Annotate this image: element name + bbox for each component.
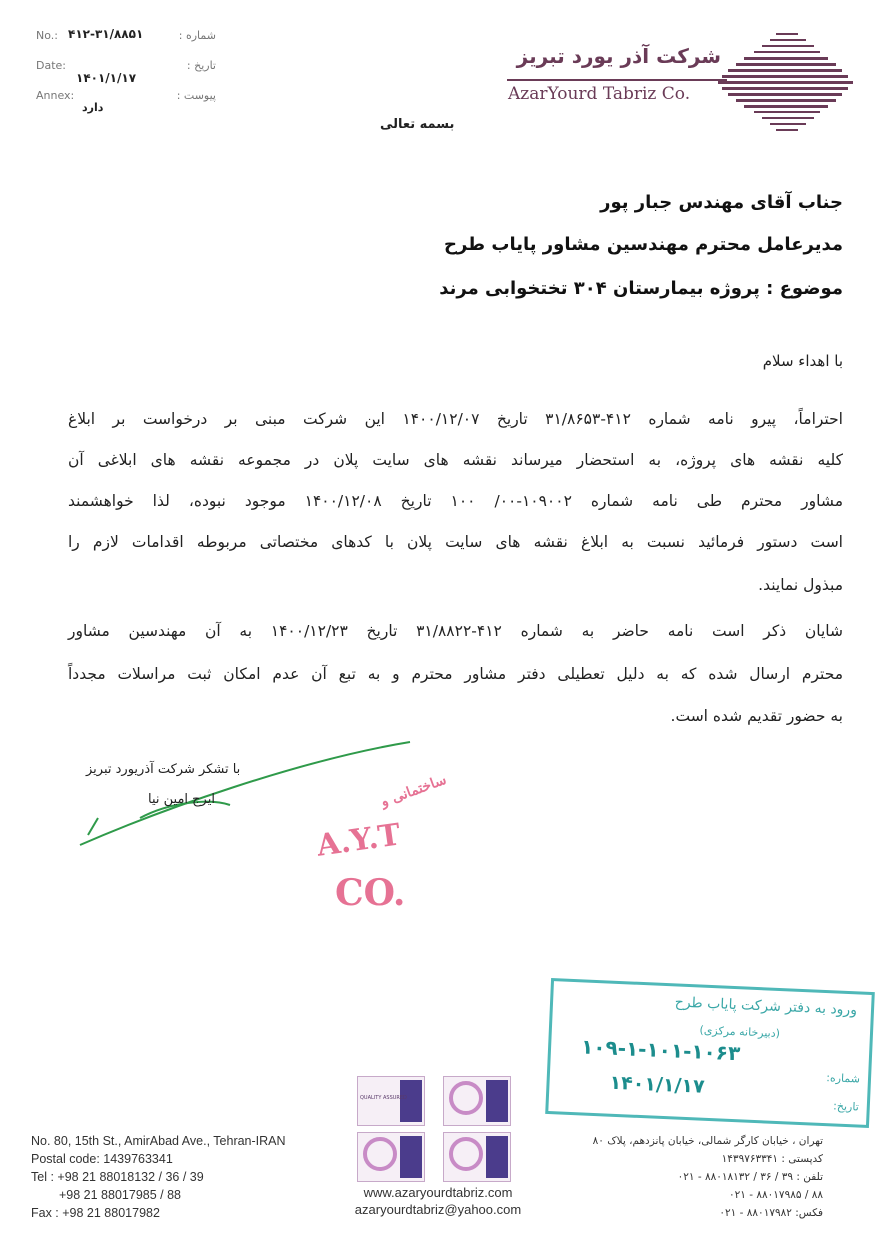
stamp-subtitle: (دبیرخانه مرکزی) — [699, 1023, 781, 1041]
stamp-number-label: شماره: — [826, 1071, 861, 1086]
svg-text:CO.: CO. — [335, 872, 406, 914]
letterhead-rule — [507, 79, 727, 81]
footer-address-fa — [593, 1132, 823, 1222]
tel-fa-2: ۸۸ / ۸۸۰۱۷۹۸۵ - ۰۲۱ — [728, 1189, 823, 1201]
quality-badge-icon — [357, 1076, 425, 1126]
stamp-date: ۱۴۰۱/۱/۱۷ — [609, 1071, 706, 1098]
letter-annex-row — [36, 88, 216, 118]
footer-contact-web — [340, 1184, 536, 1218]
quality-certificates — [343, 1070, 491, 1188]
subject: موضوع : پروژه بیمارستان ۳۰۴ تختخوابی مرند — [439, 278, 843, 299]
body-line: کلیه نقشه های پروژه، به استحضار میرساند نقشه های سایت پلان در مجموعه نقشه های ابلاغی آن — [68, 451, 843, 469]
tel-en-2: +98 21 88017985 / 88 — [59, 1188, 181, 1202]
fax-en: Fax : +98 21 88017982 — [31, 1206, 160, 1220]
invocation: بسمه تعالی — [380, 117, 455, 132]
website-link[interactable]: www.azaryourdtabriz.com — [363, 1185, 513, 1200]
date-label-fa: تاریخ : — [186, 59, 216, 72]
stamp-number: ۱۰۹-۱-۱۰۱-۱۰۶۳ — [580, 1034, 741, 1066]
address-fa: تهران ، خیابان کارگر شمالی، خیابان پانزدهم، پلاک ۸۰ — [592, 1135, 823, 1147]
letter-date: ۱۴۰۱/۱/۱۷ — [76, 71, 137, 85]
receipt-stamp — [545, 978, 875, 1128]
postal-code-en: Postal code: 1439763341 — [31, 1152, 173, 1166]
signature-stroke-icon — [70, 730, 420, 860]
annex-label-fa: پیوست : — [176, 89, 216, 102]
fax-fa: فکس: ۸۸۰۱۷۹۸۲ - ۰۲۱ — [719, 1207, 823, 1219]
body-line: مشاور محترم طی نامه شماره ۱۰۹۰۰۲-۰۰/ ۱۰۰ تاریخ ۱۴۰۰/۱۲/۰۸ موجود نبوده، لذا خواهشمند — [68, 492, 843, 510]
annex-label-en: Annex: — [36, 89, 75, 102]
quality-badge-icon — [443, 1076, 511, 1126]
tel-fa: تلفن : ۳۹ / ۳۶ / ۸۸۰۱۸۱۳۲ - ۰۲۱ — [677, 1171, 823, 1183]
company-name-en: AzarYourd Tabriz Co. — [508, 84, 691, 104]
footer-address-en — [31, 1132, 286, 1222]
greeting: با اهداء سلام — [762, 352, 843, 370]
stamp-date-label: تاریخ: — [832, 1099, 860, 1114]
body-line: به حضور تقدیم شده است. — [670, 707, 843, 725]
quality-badge-icon — [357, 1132, 425, 1182]
quality-badge-icon — [443, 1132, 511, 1182]
letter-meta — [36, 28, 216, 118]
body-line: مبذول نمایند. — [758, 576, 843, 594]
postal-code-fa: کدپستی : ۱۴۳۹۷۶۳۳۴۱ — [721, 1153, 823, 1165]
address-en: No. 80, 15th St., AmirAbad Ave., Tehran-IRAN — [31, 1134, 286, 1148]
letter-date-row — [36, 58, 216, 88]
body-line: است دستور فرمائید نسبت به ابلاغ نقشه های سایت پلان با کدهای مختصاتی مربوطه اقدامات لازم را — [68, 533, 843, 551]
company-name-fa: شرکت آذر یورد تبریز — [516, 44, 721, 68]
number-label-fa: شماره : — [178, 29, 216, 42]
letter-annex: دارد — [82, 101, 104, 114]
company-logo-icon — [718, 30, 853, 140]
body-line: شایان ذکر است نامه حاضر به شماره ۴۱۲-۳۱/۸۸۲۲ تاریخ ۱۴۰۰/۱۲/۲۳ به آن مهندسین مشاور — [68, 622, 843, 640]
letter-number-row — [36, 28, 216, 58]
email-link[interactable]: azaryourdtabriz@yahoo.com — [354, 1202, 522, 1217]
recipient-title: مدیرعامل محترم مهندسین مشاور پایاب طرح — [444, 234, 843, 255]
body-line: محترم ارسال شده که به دلیل تعطیلی دفتر مشاور محترم و به تبع آن عدم امکان ثبت مراسلات مجدداً — [68, 665, 843, 683]
body-line: احتراماً، پیرو نامه شماره ۴۱۲-۳۱/۸۶۵۳ تاریخ ۱۴۰۰/۱۲/۰۷ این شرکت مبنی بر درخواست بر ابلاغ — [68, 410, 843, 428]
tel-en: Tel : +98 21 88018132 / 36 / 39 — [31, 1170, 204, 1184]
svg-text:ساختمانی و: ساختمانی و — [378, 771, 449, 811]
closing: با تشکر شرکت آذریورد تبریز — [86, 762, 241, 777]
letter-number: ۴۱۲-۳۱/۸۸۵۱ — [68, 27, 144, 41]
svg-text:A.Y.T: A.Y.T — [314, 817, 403, 864]
stamp-title: ورود به دفتر شرکت پایاب طرح — [674, 994, 858, 1019]
number-label-en: No.: — [36, 29, 58, 42]
recipient: جناب آقای مهندس جبار پور — [600, 192, 843, 213]
cert-label: QUALITY ASSURED — [360, 1095, 407, 1101]
date-label-en: Date: — [36, 59, 66, 72]
signatory: ایرج امین نیا — [148, 792, 215, 807]
